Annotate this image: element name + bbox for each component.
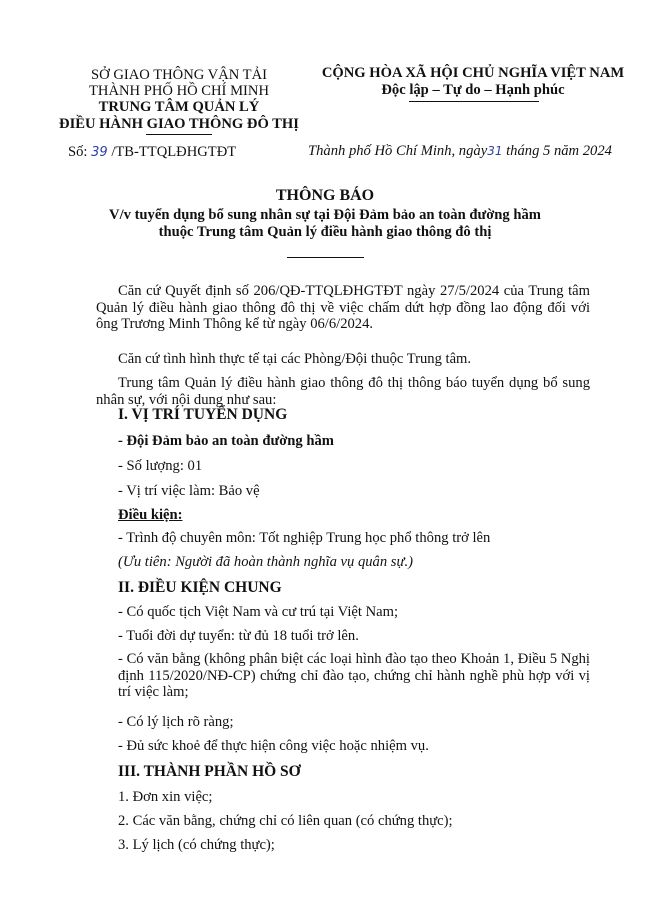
issue-date — [308, 143, 612, 160]
notice-subject-line1: V/v tuyển dụng bổ sung nhân sự tại Đội Đảm bảo an toàn đường hầm — [109, 207, 541, 223]
org-name-line1: TRUNG TÂM QUẢN LÝ — [98, 99, 260, 115]
issue-date-day-handwritten: 31 — [487, 144, 503, 158]
document-number-handwritten: 39 — [91, 145, 108, 160]
document-number — [68, 144, 236, 161]
section-2-item-background: - Có lý lịch rõ ràng; — [118, 714, 234, 730]
notice-subject-line2: thuộc Trung tâm Quản lý điều hành giao thông đô thị — [158, 224, 492, 240]
section-1-conditions-label: Điều kiện: — [118, 507, 183, 523]
section-3-item-cv: 3. Lý lịch (có chứng thực); — [118, 837, 275, 853]
city-name: THÀNH PHỐ HỒ CHÍ MINH — [89, 83, 269, 99]
section-1-heading: I. VỊ TRÍ TUYỂN DỤNG — [118, 406, 288, 423]
section-1-quantity: - Số lượng: 01 — [118, 458, 203, 474]
header-left — [40, 67, 318, 133]
org-name-line2: ĐIỀU HÀNH GIAO THÔNG ĐÔ THỊ — [59, 116, 299, 132]
issue-date-suffix: tháng 5 năm 2024 — [506, 143, 612, 159]
title-divider — [287, 257, 364, 258]
paragraph-intro: Trung tâm Quản lý điều hành giao thông đô thị thông báo tuyển dụng bổ sung nhân sự, với nội dung như sau: — [96, 375, 590, 408]
paragraph-legal-basis-1: Căn cứ Quyết định số 206/QĐ-TTQLĐHGTĐT ngày 27/5/2024 của Trung tâm Quản lý điều hành giao thông đô thị về việc chấm dứt hợp đồng lao động đối với ông Trương Minh Thông kể từ ngày 06/6/2024. — [96, 283, 590, 332]
section-3-item-certificates: 2. Các văn bằng, chứng chỉ có liên quan (có chứng thực); — [118, 813, 453, 829]
section-1-position: - Vị trí việc làm: Bảo vệ — [118, 483, 260, 499]
section-3-item-application: 1. Đơn xin việc; — [118, 789, 213, 805]
section-2-item-age: - Tuổi đời dự tuyển: từ đủ 18 tuổi trở lên. — [118, 628, 359, 644]
national-motto: Độc lập – Tự do – Hạnh phúc — [381, 82, 565, 98]
paragraph-legal-basis-2: Căn cứ tình hình thực tế tại các Phòng/Đội thuộc Trung tâm. — [118, 351, 472, 367]
section-2-item-health: - Đủ sức khoẻ để thực hiện công việc hoặc nhiệm vụ. — [118, 738, 429, 754]
section-3-heading: III. THÀNH PHẦN HỒ SƠ — [118, 763, 301, 780]
section-2-item-degree: - Có văn bằng (không phân biệt các loại hình đào tạo theo Khoản 1, Điều 5 Nghị định 115/2020/NĐ-CP) chứng chỉ đào tạo, chứng chỉ hành nghề phù hợp với vị trí việc làm; — [118, 651, 590, 700]
header-left-underline — [146, 134, 212, 135]
section-2-item-nationality: - Có quốc tịch Việt Nam và cư trú tại Việt Nam; — [118, 604, 398, 620]
motto-underline — [409, 101, 539, 102]
issue-date-prefix: Thành phố Hồ Chí Minh, ngày — [308, 143, 488, 159]
department-name: SỞ GIAO THÔNG VẬN TẢI — [91, 67, 267, 83]
republic-title: CỘNG HÒA XÃ HỘI CHỦ NGHĨA VIỆT NAM — [321, 65, 625, 81]
notice-title: THÔNG BÁO — [275, 187, 375, 204]
section-1-condition-education: - Trình độ chuyên môn: Tốt nghiệp Trung học phổ thông trở lên — [118, 530, 491, 546]
document-number-suffix: /TB-TTQLĐHGTĐT — [111, 144, 237, 160]
section-1-team: - Đội Đảm bảo an toàn đường hầm — [118, 433, 334, 449]
document-number-prefix: Số: — [68, 144, 88, 160]
section-1-condition-priority: (Ưu tiên: Người đã hoàn thành nghĩa vụ quân sự.) — [118, 554, 413, 570]
section-2-heading: II. ĐIỀU KIỆN CHUNG — [118, 579, 282, 596]
